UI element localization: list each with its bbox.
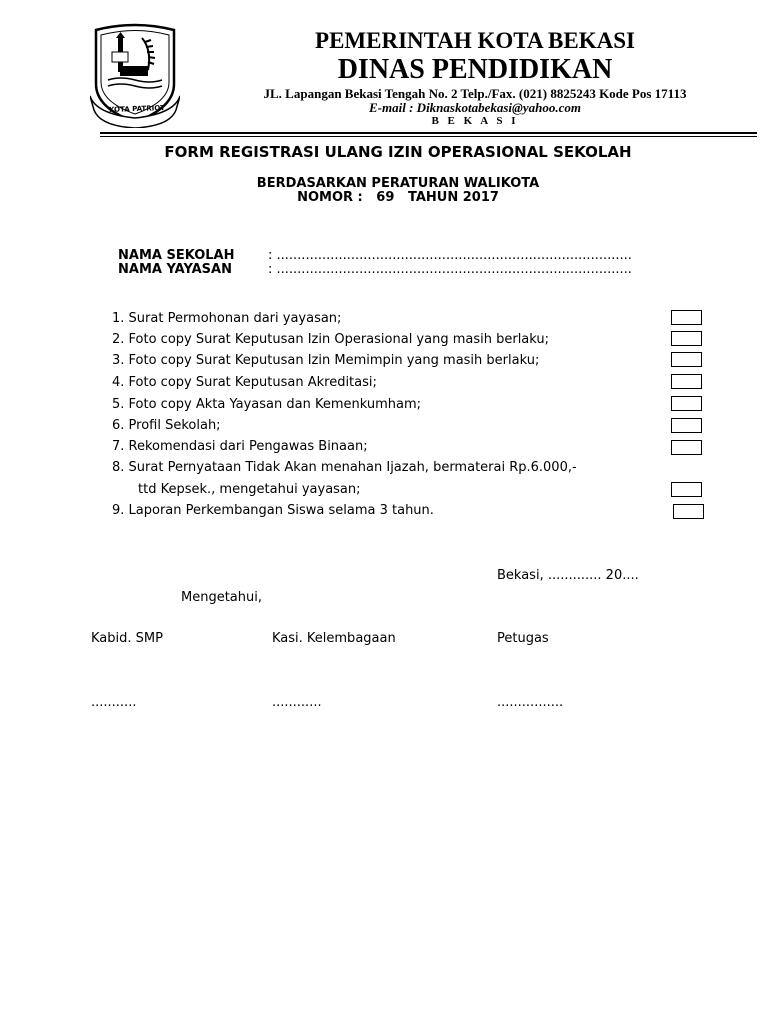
city-line: B E K A S I <box>431 115 519 127</box>
regulation-line: BERDASARKAN PERATURAN WALIKOTA <box>256 176 540 191</box>
role-kabid-smp: Kabid. SMP <box>91 631 163 646</box>
requirement-item-6: 6. Profil Sekolah; <box>112 418 221 433</box>
acknowledged-label: Mengetahui, <box>181 590 262 605</box>
signature-blank-petugas[interactable]: ................ <box>497 695 564 710</box>
address-line: JL. Lapangan Bekasi Tengah No. 2 Telp./Fax. (021) 8825243 Kode Pos 17113 <box>263 86 687 101</box>
requirement-checkbox-5[interactable] <box>671 396 702 411</box>
letterhead-rule-thick <box>100 132 757 134</box>
requirement-checkbox-8[interactable] <box>671 482 702 497</box>
foundation-name-blank[interactable]: : ...................................................................................... <box>268 262 632 277</box>
form-title: FORM REGISTRASI ULANG IZIN OPERASIONAL SEKOLAH <box>164 143 632 161</box>
requirement-checkbox-7[interactable] <box>671 440 702 455</box>
signature-blank-kabid[interactable]: ........... <box>91 695 137 710</box>
requirement-item-4: 4. Foto copy Surat Keputusan Akreditasi; <box>112 375 377 390</box>
foundation-name-field[interactable] <box>118 262 632 277</box>
letterhead-rule-thin <box>100 136 757 137</box>
school-name-field[interactable] <box>118 248 632 263</box>
requirement-checkbox-4[interactable] <box>671 374 702 389</box>
role-petugas: Petugas <box>497 631 549 646</box>
place-date: Bekasi, ............. 20.... <box>497 568 639 583</box>
regulation-number: NOMOR : 69 TAHUN 2017 <box>297 190 499 205</box>
government-name: PEMERINTAH KOTA BEKASI <box>315 28 635 53</box>
requirement-checkbox-9[interactable] <box>673 504 704 519</box>
requirement-item-5: 5. Foto copy Akta Yayasan dan Kemenkumham; <box>112 397 422 412</box>
school-name-label: NAMA SEKOLAH <box>118 248 235 263</box>
requirement-item-7: 7. Rekomendasi dari Pengawas Binaan; <box>112 439 368 454</box>
signature-blank-kasi[interactable]: ............ <box>272 695 322 710</box>
requirement-checkbox-1[interactable] <box>671 310 702 325</box>
email-line: E-mail : Diknaskotabekasi@yahoo.com <box>369 100 581 115</box>
requirement-item-8: 8. Surat Pernyataan Tidak Akan menahan Ijazah, bermaterai Rp.6.000,- <box>112 460 577 475</box>
requirement-checkbox-2[interactable] <box>671 331 702 346</box>
requirement-item-2: 2. Foto copy Surat Keputusan Izin Operasional yang masih berlaku; <box>112 332 550 347</box>
requirement-item-9: 9. Laporan Perkembangan Siswa selama 3 tahun. <box>112 503 434 518</box>
requirement-item-3: 3. Foto copy Surat Keputusan Izin Memimpin yang masih berlaku; <box>112 353 540 368</box>
school-name-blank[interactable]: : ...................................................................................... <box>268 248 632 263</box>
requirement-item-8-continued: ttd Kepsek., mengetahui yayasan; <box>138 482 361 497</box>
foundation-name-label: NAMA YAYASAN <box>118 262 232 277</box>
requirement-checkbox-6[interactable] <box>671 418 702 433</box>
role-kasi-kelembagaan: Kasi. Kelembagaan <box>272 631 396 646</box>
requirement-checkbox-3[interactable] <box>671 352 702 367</box>
requirement-item-1: 1. Surat Permohonan dari yayasan; <box>112 311 342 326</box>
department-name: DINAS PENDIDIKAN <box>337 54 613 85</box>
logo-banner-text: KOTA PATRIOT <box>108 104 166 114</box>
